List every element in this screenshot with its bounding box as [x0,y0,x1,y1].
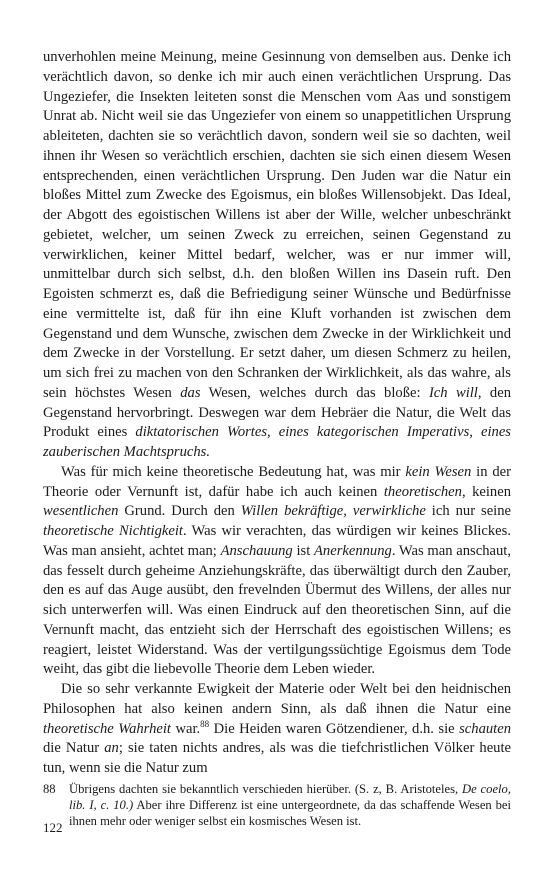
text-run: , keinen [461,483,512,500]
emphasized-text: Anschauung [220,542,293,559]
emphasized-text: theoretische Nichtigkeit [43,523,183,539]
page-number: 122 [43,820,63,835]
emphasized-text: Anerkennung [314,542,392,559]
footnote [43,781,511,830]
text-run: . Was wir verachten, das würdigen wir keines Blickes. Was man ansieht, achtet man; [43,523,511,559]
footnotes [43,781,511,830]
emphasized-text: Willen bekräftige, verwirkliche [240,503,426,520]
emphasized-text: Ich will [428,384,478,401]
emphasized-text: kein Wesen [405,463,472,480]
text-run: Wesen, welches durch das bloße: [200,384,429,401]
text-run: ; sie taten nichts andres, als was die tiefchristlichen Völker heute tun, wenn sie die Natur zum [43,740,511,776]
emphasized-text: theoretischen [383,483,462,500]
text-run: unverhohlen meine Meinung, meine Gesinnung von demselben aus. Denke ich verächtlich davon, so denke ich mir auch einen verächtlichen Ursprung. Das Ungeziefer, die Insekten leiteten sonst die Menschen vom Aas und sonstigem Unrat ab. Nicht weil sie das Ungeziefer von einem so unappetitlichen Ursprung ableiteten, dachten sie so verächtlich davon, sondern weil sie so dachten, weil ihnen ihr Wesen so verächtlich erschien, dachten sie sich einen diesem Wesen entsprechenden, einen verächtlichen Ursprung. Den Juden war die Natur ein bloßes Mittel zum Zwecke des Egoismus, ein bloßes Willensobjekt. Das Ideal, der Abgott des egoistischen Willens ist aber der Wille, welcher unbeschränkt gebietet, welcher, um seinen Zweck zu erreichen, seinen Gegenstand zu verwirklichen, keiner Mittel bedarf, welcher, was er nur immer will, unmittelbar durch sich selbst, d.h. den bloßen Willen ins Dasein ruft. Den Egoisten schmerzt es, daß die Befriedigung seiner Wünsche und Bedürfnisse eine vermittelte ist, daß für ihn eine Kluft vorhanden ist zwischen dem Gegenstand und dem Wunsche, zwischen dem Zwecke in der Wirklichkeit und dem Zwecke in der Vorstellung. Er setzt daher, um diesen Schmerz zu heilen, um sich frei zu machen von den Schranken der Wirklichkeit, als das wahre, als sein höchstes Wesen [43,49,511,401]
footnote-text [69,781,511,830]
paragraph [43,463,511,680]
emphasized-text: das [180,384,201,401]
emphasized-text: wesentlichen [43,503,119,520]
emphasized-text: schauten [459,720,511,737]
paragraph [43,680,511,779]
emphasized-text: De coelo, lib. I, c. 10.) [69,781,511,812]
text-run: ich nur seine [425,503,512,520]
text-run: die Natur [43,740,105,757]
text-run: ist [292,542,314,559]
emphasized-text: an [104,740,119,757]
text-run: Grund. Durch den [118,503,241,520]
text-run: Die Heiden waren Götzendiener, d.h. sie [209,720,460,737]
text-run: . Was man anschaut, das fesselt durch geheime Anziehungskräfte, das überwältigt durch den Zauber, den es auf das Auge ausübt, den frevelnden Übermut des Willens, der alles nur sich unterwerfen will. Was einen Eindruck auf den theoretischen Sinn, auf die Vernunft macht, das entzieht sich der Herrschaft des egoistischen Willens; es reagiert, leistet Widerstand. Was der vertilgungssüchtige Egoismus dem Tode weiht, das gibt die liebevolle Theorie dem Leben wieder. [43,542,511,678]
text-run: in der Theorie oder Vernunft ist, dafür habe ich auch keinen [43,463,511,500]
text-run: Aber ihre Differenz ist eine untergeordnete, da das schaffende Wesen bei ihnen mehr oder weniger selbst ein kosmisches Wesen ist. [69,797,511,829]
footnote-number: 88 [43,781,56,796]
emphasized-text: diktatorischen Wortes, eines kategorischen Imperativs, eines zauberischen Machtspruchs. [43,424,511,460]
page-body [43,48,511,829]
text-run: Die so sehr verkannte Ewigkeit der Materie oder Welt bei den heidnischen Philosophen hat also keinen andern Sinn, als daß ihnen die Natur eine [43,681,511,717]
text-run: Was für mich keine theoretische Bedeutung hat, was mir [61,463,406,480]
text-run: Übrigens dachten sie bekanntlich verschieden hierüber. (S. z, B. Aristoteles, [69,781,462,796]
footnote-reference: 88 [200,718,210,729]
emphasized-text: theoretische Wahrheit [43,720,171,737]
text-run: , den Gegenstand hervorbringt. Deswegen war dem Hebräer die Natur, die Welt das Produkt eines [43,384,511,441]
paragraph [43,48,511,463]
body-text [43,48,511,779]
text-run: war. [170,720,201,737]
